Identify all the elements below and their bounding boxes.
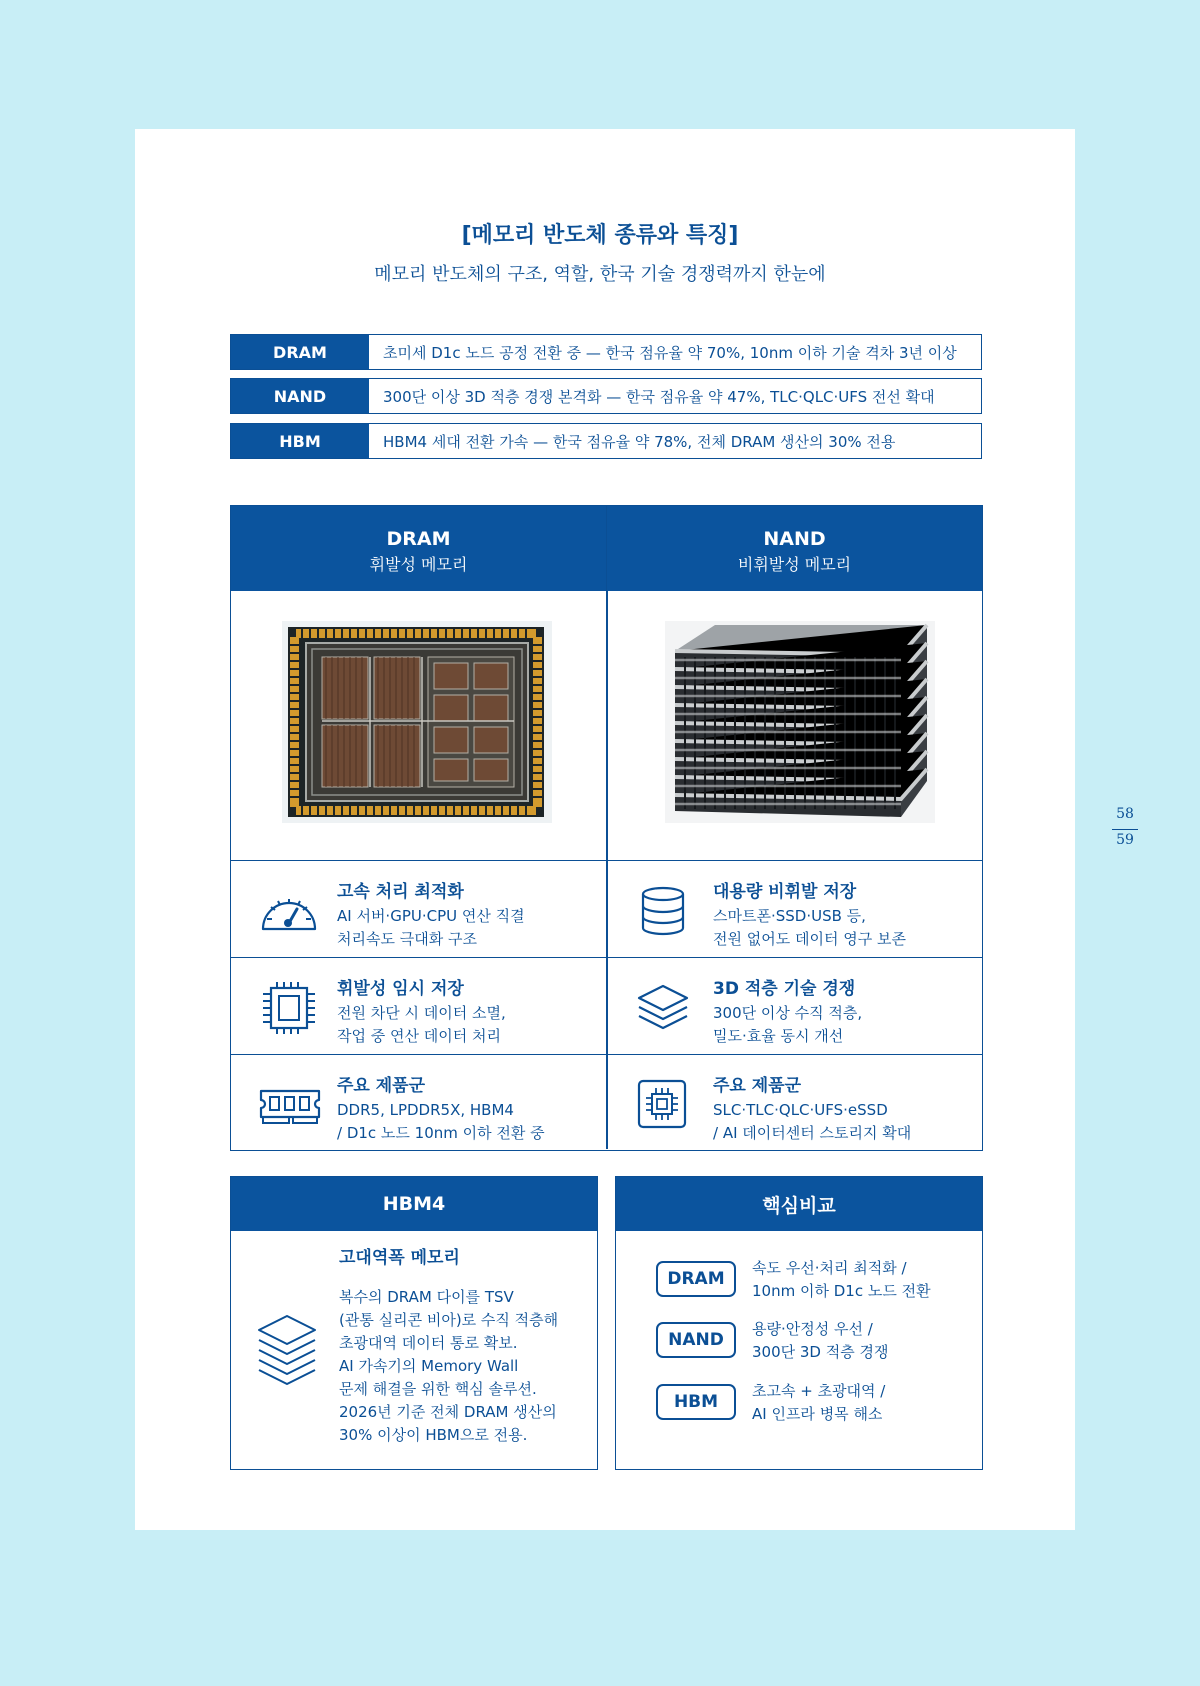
- feature-line: 전원 차단 시 데이터 소멸,: [337, 1004, 506, 1022]
- dram-header-title: DRAM: [386, 528, 451, 550]
- feature-line: / AI 데이터센터 스토리지 확대: [713, 1124, 912, 1142]
- dram-feature-speed: [231, 861, 606, 958]
- dram-header: [231, 506, 606, 591]
- feature-title: 주요 제품군: [713, 1076, 802, 1096]
- summary-row-nand: [230, 378, 982, 414]
- compare-tag-dram: DRAM: [656, 1261, 736, 1297]
- hbm4-line: 초광대역 데이터 통로 확보.: [339, 1334, 518, 1352]
- summary-tag: HBM: [231, 424, 369, 458]
- nand-header-title: NAND: [763, 528, 826, 550]
- page-number-right: 59: [1116, 832, 1134, 848]
- feature-title: 휘발성 임시 저장: [337, 979, 464, 999]
- nand-header-subtitle: 비휘발성 메모리: [737, 555, 852, 574]
- feature-line: 전원 없어도 데이터 영구 보존: [713, 930, 906, 948]
- dram-feature-products: [231, 1055, 606, 1152]
- ram-module-icon: [257, 1079, 321, 1131]
- chip-icon: [257, 982, 321, 1034]
- compare-line: AI 인프라 병목 해소: [752, 1405, 883, 1423]
- compare-line: 초고속 + 초광대역 /: [752, 1382, 886, 1400]
- core-comparison-title: 핵심비교: [616, 1177, 982, 1231]
- dram-chip-image: [282, 621, 552, 823]
- hbm4-box: [230, 1176, 598, 1470]
- summary-text: 초미세 D1c 노드 공정 전환 중 — 한국 점유율 약 70%, 10nm 이하 기술 격차 3년 이상: [383, 343, 957, 362]
- summary-text: HBM4 세대 전환 가속 — 한국 점유율 약 78%, 전체 DRAM 생산의 30% 전용: [383, 432, 896, 451]
- feature-title: 대용량 비휘발 저장: [713, 882, 857, 902]
- summary-text: 300단 이상 3D 적층 경쟁 본격화 — 한국 점유율 약 47%, TLC·QLC·UFS 전선 확대: [383, 387, 935, 406]
- nand-header: [607, 506, 982, 591]
- memory-comparison-grid: [230, 505, 983, 1151]
- compare-tag-hbm: HBM: [656, 1384, 736, 1420]
- summary-row-dram: [230, 334, 982, 370]
- feature-line: / D1c 노드 10nm 이하 전환 중: [337, 1124, 545, 1142]
- page-title: [메모리 반도체 종류와 특징]: [461, 223, 739, 248]
- nand-feature-products: [607, 1055, 982, 1152]
- feature-title: 3D 적층 기술 경쟁: [713, 979, 856, 999]
- compare-line: 용량·안정성 우선 /: [752, 1320, 873, 1338]
- hbm4-line: (관통 실리콘 비아)로 수직 적층해: [339, 1311, 559, 1329]
- feature-line: 스마트폰·SSD·USB 등,: [713, 907, 866, 925]
- summary-tag: DRAM: [231, 335, 369, 369]
- feature-line: 밀도·효율 동시 개선: [713, 1027, 844, 1045]
- hbm4-content: [339, 1243, 558, 1447]
- compare-text-dram: [752, 1257, 931, 1303]
- hbm4-line: 복수의 DRAM 다이를 TSV: [339, 1288, 514, 1306]
- hbm4-line: 문제 해결을 위한 핵심 솔루션.: [339, 1380, 537, 1398]
- hbm4-line: AI 가속기의 Memory Wall: [339, 1357, 519, 1375]
- page-subtitle: 메모리 반도체의 구조, 역할, 한국 기술 경쟁력까지 한눈에: [374, 264, 826, 285]
- layers-icon: [633, 982, 697, 1034]
- compare-text-hbm: [752, 1380, 885, 1426]
- core-comparison-box: [615, 1176, 983, 1470]
- hbm4-box-title: HBM4: [231, 1177, 597, 1231]
- hbm4-line: 30% 이상이 HBM으로 전용.: [339, 1426, 528, 1444]
- nand-image-cell: [607, 591, 982, 861]
- feature-line: DDR5, LPDDR5X, HBM4: [337, 1101, 514, 1119]
- page-number-left: 58: [1116, 806, 1134, 822]
- feature-line: 작업 중 연산 데이터 처리: [337, 1027, 501, 1045]
- processor-icon: [633, 1079, 697, 1131]
- stacked-layers-icon: [255, 1313, 319, 1391]
- summary-tag: NAND: [231, 379, 369, 413]
- summary-row-hbm: [230, 423, 982, 459]
- compare-line: 300단 3D 적층 경쟁: [752, 1343, 889, 1361]
- feature-title: 주요 제품군: [337, 1076, 426, 1096]
- compare-line: 10nm 이하 D1c 노드 전환: [752, 1282, 931, 1300]
- dram-feature-volatile: [231, 958, 606, 1055]
- compare-text-nand: [752, 1318, 888, 1364]
- feature-title: 고속 처리 최적화: [337, 882, 464, 902]
- nand-feature-storage: [607, 861, 982, 958]
- compare-tag-nand: NAND: [656, 1322, 736, 1358]
- nand-stack-image: [665, 621, 935, 823]
- nand-column: [607, 506, 982, 1149]
- feature-line: 300단 이상 수직 적층,: [713, 1004, 863, 1022]
- page-number-divider: [1112, 829, 1138, 830]
- speedometer-icon: [257, 885, 321, 937]
- nand-feature-3d-stack: [607, 958, 982, 1055]
- hbm4-line: 2026년 기준 전체 DRAM 생산의: [339, 1403, 557, 1421]
- feature-line: 처리속도 극대화 구조: [337, 930, 477, 948]
- dram-column: [231, 506, 606, 1149]
- feature-line: AI 서버·GPU·CPU 연산 직결: [337, 907, 525, 925]
- feature-line: SLC·TLC·QLC·UFS·eSSD: [713, 1101, 888, 1119]
- dram-image-cell: [231, 591, 606, 861]
- compare-line: 속도 우선·처리 최적화 /: [752, 1259, 907, 1277]
- database-icon: [633, 885, 697, 937]
- dram-header-subtitle: 휘발성 메모리: [369, 555, 468, 574]
- hbm4-heading: 고대역폭 메모리: [339, 1248, 460, 1268]
